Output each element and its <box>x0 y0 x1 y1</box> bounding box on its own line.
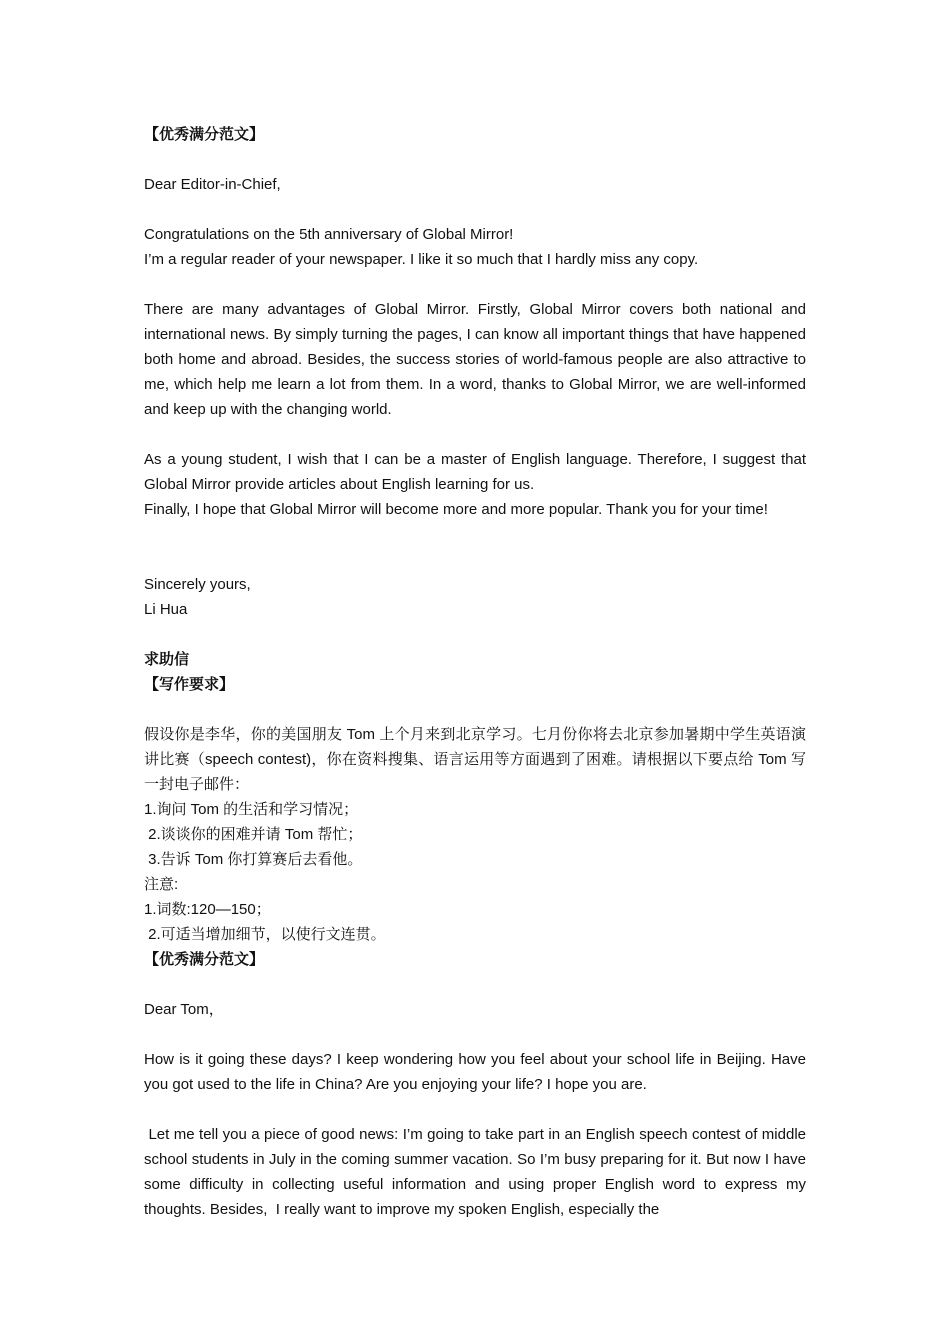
email-salutation: Dear Tom， <box>144 1001 224 1018</box>
letter-closing: Sincerely yours, <box>144 576 251 593</box>
spacer <box>144 422 806 447</box>
writing-prompt: 假设你是李华，你的美国朋友 Tom 上个月来到北京学习。七月份你将去北京参加暑期中学生英语演讲比赛（speech contest)，你在资料搜集、语言运用等方面遇到了困难。请根据以下要点给 Tom 写一封电子邮件： <box>144 726 806 793</box>
letter-paragraph-1-line-2: I’m a regular reader of your newspaper. I like it so much that I hardly miss any copy. <box>144 251 699 268</box>
letter-paragraph-2: There are many advantages of Global Mirror. Firstly, Global Mirror covers both national and international news. By simply turning the pages, I can know all important things that have happened both home and abroad. Besides, the success stories of world-famous people are also attractive to me, which help me learn a lot from them. In a word, thanks to Global Mirror, we are well-informed and keep up with the changing world. <box>144 301 806 418</box>
spacer <box>144 972 806 997</box>
letter-signature: Li Hua <box>144 601 188 618</box>
spacer <box>144 622 806 647</box>
spacer <box>144 1097 806 1122</box>
note-label: 注意: <box>144 876 179 893</box>
email-paragraph-2: Let me tell you a piece of good news: I’m going to take part in an English speech contest of middle school students in July in the coming summer vacation. So I’m busy preparing for it. But now I have some difficulty in collecting useful information and using proper English word to express my thoughts. Besides, I really want to improve my spoken English, especially the <box>144 1126 811 1218</box>
section-title: 求助信 <box>144 651 190 668</box>
writing-requirements-heading: 【写作要求】 <box>144 676 235 693</box>
spacer <box>144 147 806 172</box>
letter-paragraph-4: Finally, I hope that Global Mirror will become more and more popular. Thank you for your time! <box>144 501 768 518</box>
note-item: 2.可适当增加细节，以使行文连贯。 <box>144 926 386 943</box>
spacer <box>144 697 806 722</box>
requirement-point: 3.告诉 Tom 你打算赛后去看他。 <box>144 851 363 868</box>
note-item: 1.词数:120—150； <box>144 901 271 918</box>
spacer <box>144 547 806 572</box>
requirement-point: 1.询问 Tom 的生活和学习情况； <box>144 801 359 818</box>
email-paragraph-1: How is it going these days? I keep wondering how you feel about your school life in Beijing. Have you got used to the life in China? Are you enjoying your life? I hope you are. <box>144 1051 806 1093</box>
spacer <box>144 197 806 222</box>
letter-paragraph-3: As a young student, I wish that I can be a master of English language. Therefore, I suggest that Global Mirror provide articles about English learning for us. <box>144 451 806 493</box>
sample-essay-heading: 【优秀满分范文】 <box>144 126 265 143</box>
sample-essay-heading-2: 【优秀满分范文】 <box>144 951 265 968</box>
spacer <box>144 522 806 547</box>
spacer <box>144 1022 806 1047</box>
document-page <box>144 122 811 1222</box>
requirement-point: 2.谈谈你的困难并请 Tom 帮忙； <box>144 826 363 843</box>
spacer <box>144 272 806 297</box>
letter-paragraph-1-line-1: Congratulations on the 5th anniversary of Global Mirror! <box>144 226 514 243</box>
letter-salutation: Dear Editor-in-Chief, <box>144 176 281 193</box>
